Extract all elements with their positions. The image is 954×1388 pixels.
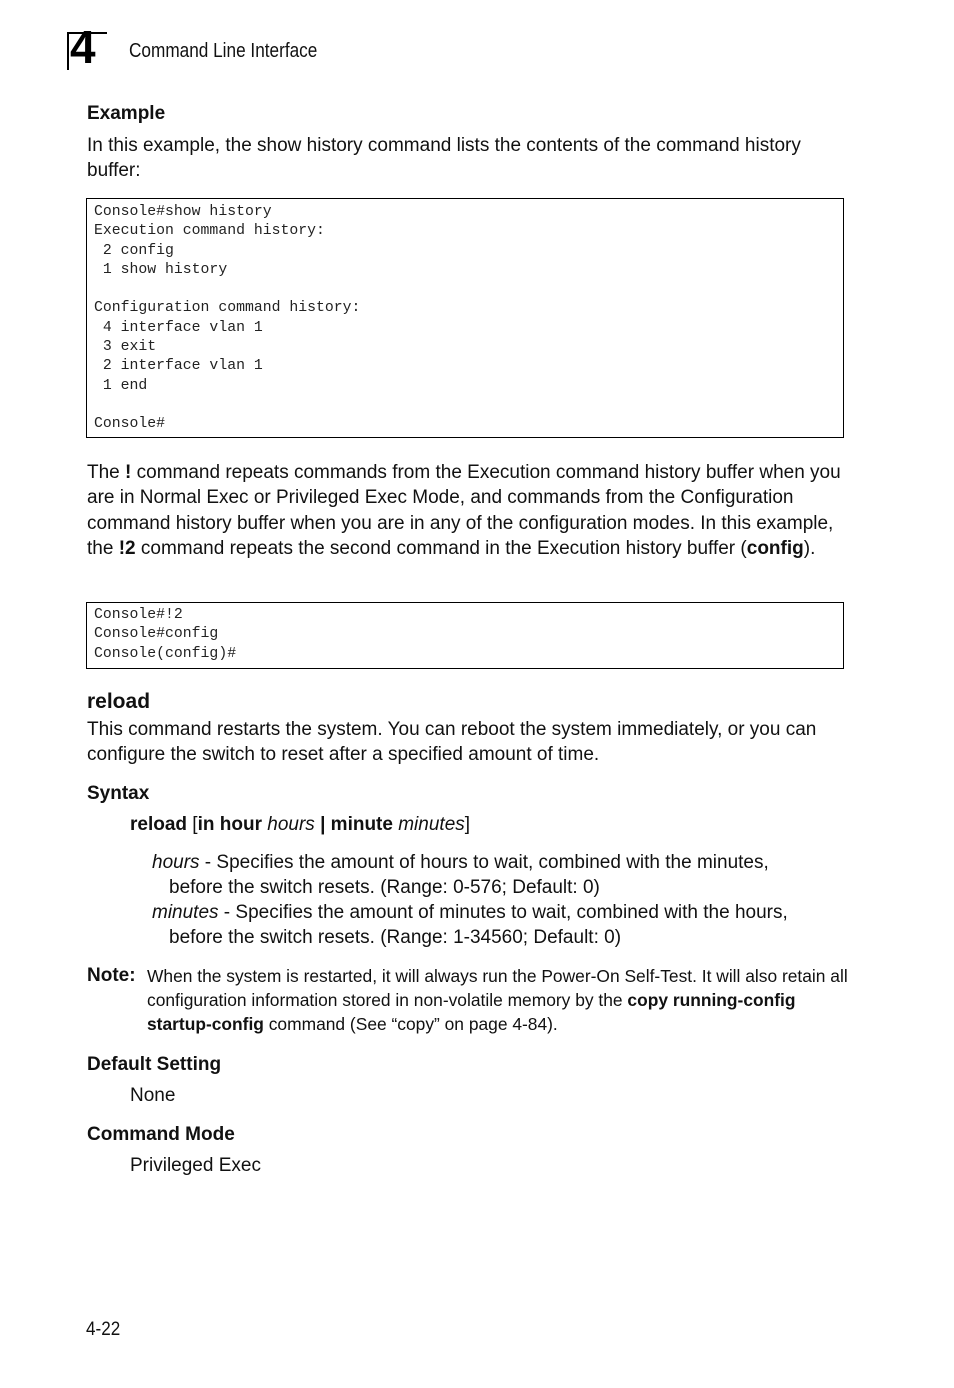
running-header-title: Command Line Interface — [129, 40, 318, 62]
default-setting-value: None — [130, 1085, 176, 1106]
command-mode-value: Privileged Exec — [130, 1155, 261, 1176]
chapter-number: 4 — [70, 21, 96, 73]
param-hours: hours - Specifies the amount of hours to wait, combined with the minutes, before the switch resets. (Range: 0-576; Default: 0) — [152, 852, 769, 898]
syntax-heading: Syntax — [87, 783, 150, 804]
code-history-text: Console#show history Execution command history: 2 config 1 show history Configuration command history: 4 interface vlan 1 3 exit 2 interface vlan 1 1 end Console# — [94, 204, 361, 433]
example-intro: In this example, the show history command lists the contents of the command history buffer: — [87, 135, 801, 182]
reload-heading: reload — [87, 690, 151, 713]
bang-command-explanation: The ! command repeats commands from the Execution command history buffer when you are in Normal Exec or Privileged Exec Mode, and commands from the Configuration command history buffer when you are in any of the configuration modes. In this example, the !2 command repeats the second command in the Execution history buffer (config). — [87, 462, 841, 559]
example-heading: Example — [87, 103, 166, 124]
config-keyword: config — [746, 537, 804, 559]
syntax-line: reload [in hour hours | minute minutes] — [130, 814, 471, 835]
code-block-history — [86, 198, 844, 438]
command-mode-heading: Command Mode — [87, 1124, 235, 1145]
note-text: When the system is restarted, it will always run the Power-On Self-Test. It will also retain all configuration information stored in non-volatile memory by the copy running-config startup-config command (See “copy” on page 4-84). — [147, 966, 848, 1034]
code-repeat-text: Console#!2 Console#config Console(config)# — [94, 607, 237, 662]
note-label: Note: — [87, 965, 136, 986]
default-setting-heading: Default Setting — [87, 1054, 222, 1075]
param-minutes: minutes - Specifies the amount of minutes to wait, combined with the hours, before the switch resets. (Range: 1-34560; Default: 0) — [152, 902, 788, 948]
bang-keyword: ! — [125, 462, 132, 483]
reload-description: This command restarts the system. You can reboot the system immediately, or you can configure the switch to reset after a specified amount of time. — [87, 719, 817, 766]
bang2-keyword: !2 — [118, 537, 136, 559]
page-number: 4-22 — [86, 1319, 121, 1340]
code-block-repeat — [86, 602, 844, 669]
